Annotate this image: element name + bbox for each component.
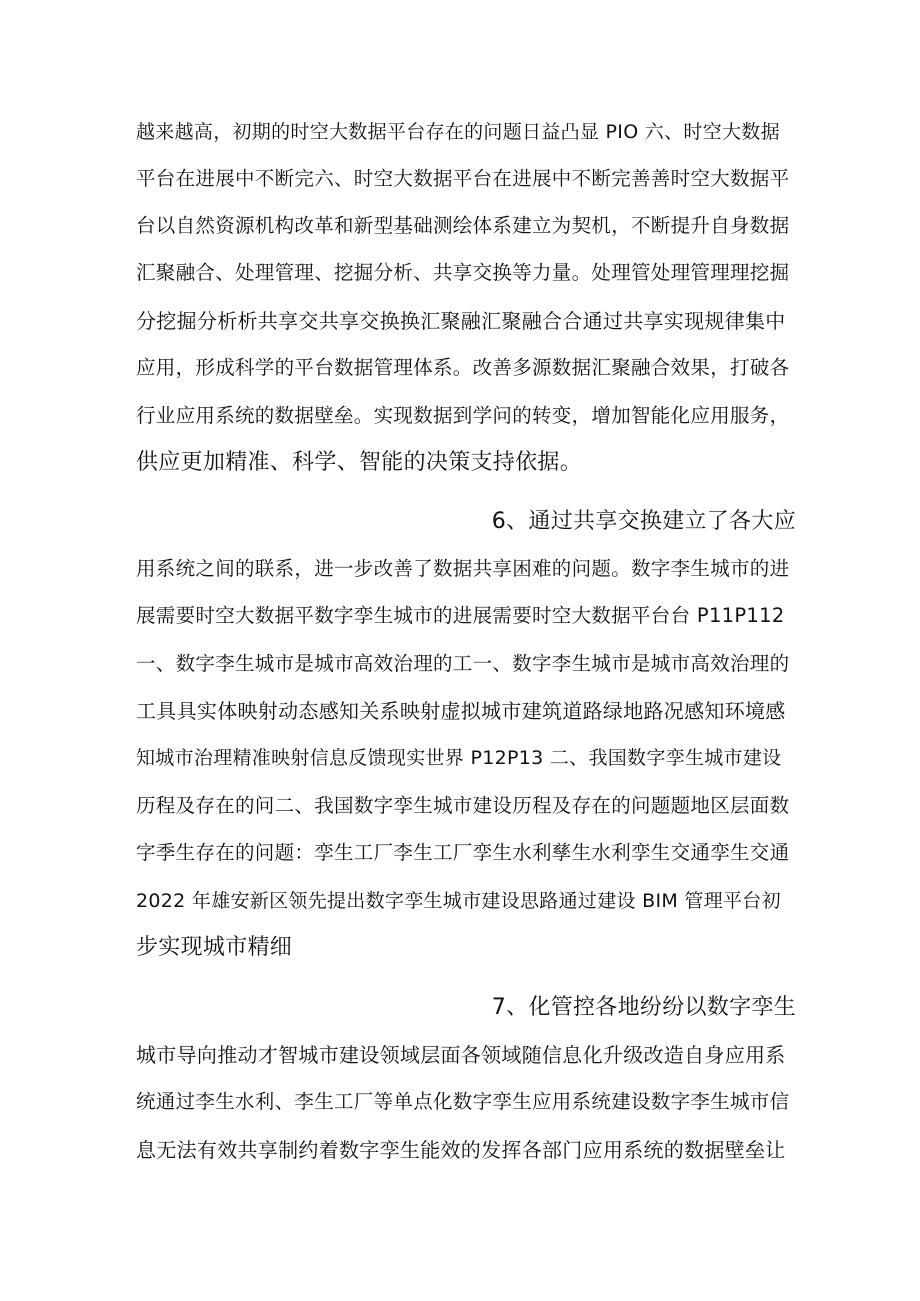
section-heading-7: 7、化管控各地纷纷以数字孪生 [491,995,796,1020]
text-line: 展需要时空大数据平数字孪生城市的进展需要时空大数据平台台 P11P112 [136,604,785,627]
text-line: 2022 年雄安新区领先提出数字孪生城市建设思路通过建设 BIM 管理平台初 [136,890,781,912]
text-line: 应用，形成科学的平台数据管理体系。改善多源数据汇聚融合效果，打破各 [136,356,790,379]
text-line: 台以自然资源机构改革和新型基础测绘体系建立为契机，不断提升自身数据 [136,214,790,237]
text-line: 知城市治理精准映射信息反馈现实世界 P12P13 二、我国数字孪生城市建设 [136,747,782,769]
text-line: 一、数字李生城市是城市高效治理的工一、数字李生城市是城市高效治理的 [136,652,790,675]
text-line: 息无法有效共享制约着数字孪生能效的发挥各部门应用系统的数据壁垒让 [136,1138,786,1162]
text-line: 工具具实体映射动态感知关系映射虚拟城市建筑道路绿地路况感知环境感 [136,699,786,723]
text-line: 历程及存在的问二、我国数字孪生城市建设历程及存在的问题题地区层面数 [136,794,790,817]
text-line: 平台在进展中不断完六、时空大数据平台在进展中不断完善善时空大数据平 [136,167,790,190]
text-line: 行业应用系统的数据壁垒。实现数据到学问的转变，增加智能化应用服务， [136,404,790,427]
text-line: 字季生存在的问题：孪生工厂李生工厂孪生水利孳生水利孪生交通孪生交通 [136,841,790,864]
text-line: 统通过李生水利、李生工厂等单点化数字孪生应用系统建设数字李生城市信 [136,1090,790,1113]
text-line: 汇聚融合、处理管理、挖掘分析、共享交换等力量。处理管处理管理理挖掘 [136,261,790,284]
section-heading-6: 6、通过共享交换建立了各大应 [491,509,796,534]
text-line: 越来越高，初期的时空大数据平台存在的问题日益凸显 PIO 六、时空大数据 [136,121,780,143]
text-line: 分挖掘分析析共享交共享交换换汇聚融汇聚融合合通过共享实现规律集中 [136,309,786,333]
text-line: 用系统之间的联系，进一步改善了数据共享困难的问题。数字李生城市的进 [136,557,790,580]
text-line: 供应更加精准、科学、智能的决策支持依据。 [136,450,583,475]
text-line: 步实现城市精细 [136,935,293,960]
text-line: 城市导向推动才智城市建设领域层面各领域随信息化升级改造自身应用系 [136,1043,786,1067]
